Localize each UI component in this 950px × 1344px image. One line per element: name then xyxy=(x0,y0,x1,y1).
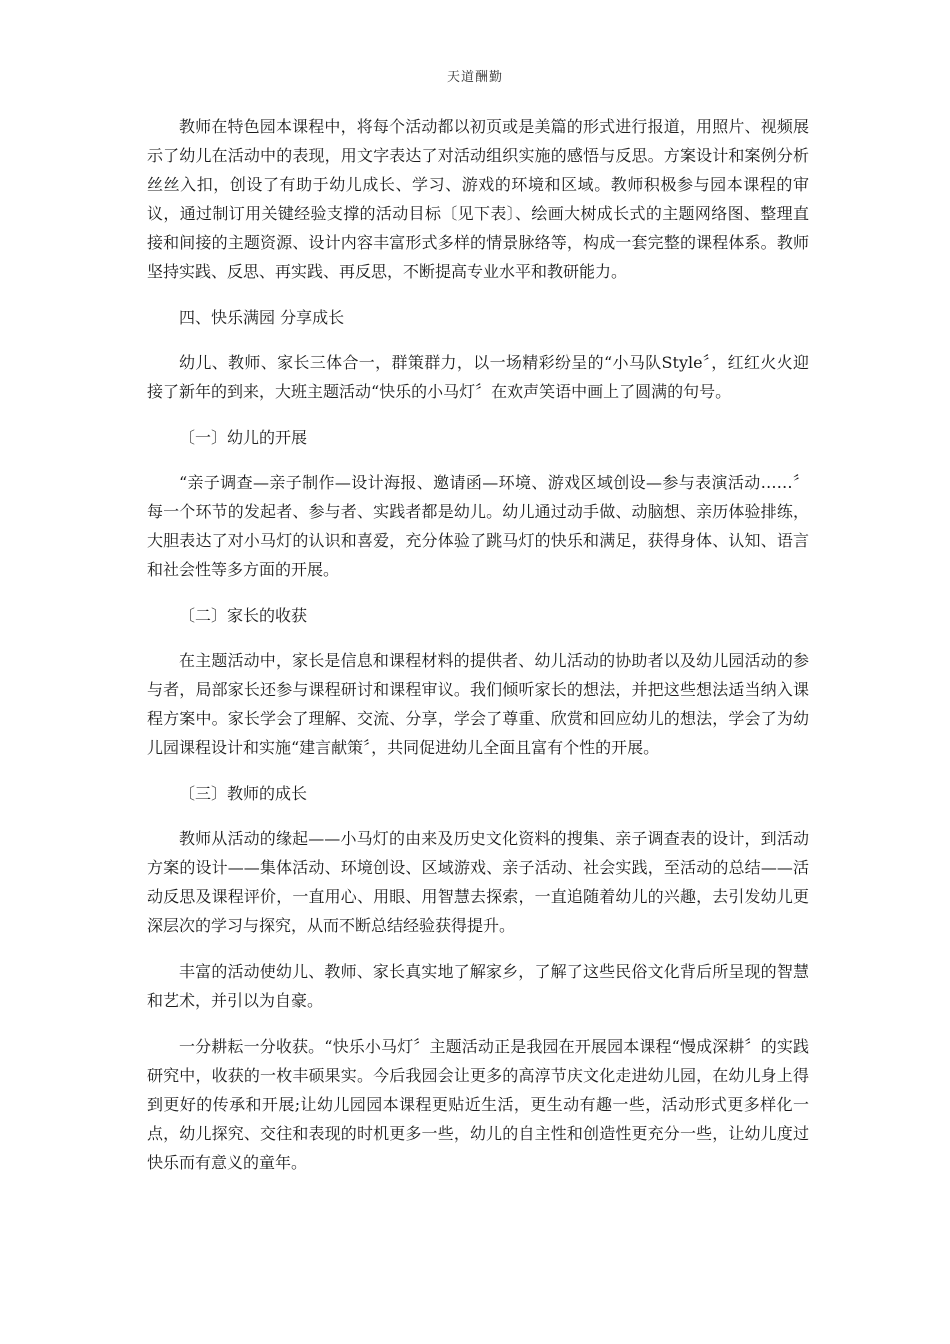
paragraph-children-development: “亲子调查—亲子制作—设计海报、邀请函—环境、游戏区域创设—参与表演活动……〞每一个环节的发起者、参与者、实践者都是幼儿。幼儿通过动手做、动脑想、亲历体验排练，大胆表达了对小马灯的认识和喜爱，充分体验了跳马灯的快乐和满足，获得身体、认知、语言和社会性等多方面的开展。 xyxy=(147,473,809,579)
section-heading-4: 四、快乐满园 分享成长 xyxy=(179,308,345,327)
paragraph-teacher-reports: 教师在特色园本课程中，将每个活动都以初页或是美篇的形式进行报道，用照片、视频展示了幼儿在活动中的表现，用文字表达了对活动组织实施的感悟与反思。方案设计和案例分析丝丝入扣，创设了有助于幼儿成长、学习、游戏的环境和区域。教师积极参与园本课程的审议，通过制订用关键经验支撑的活动目标〔见下表〕、绘画大树成长式的主题网络图、整理直接和间接的主题资源、设计内容丰富形式多样的情景脉络等，构成一套完整的课程体系。教师坚持实践、反思、再实践、再反思，不断提高专业水平和教研能力。 xyxy=(147,117,809,281)
subheading-parents: 〔二〕家长的收获 xyxy=(179,606,308,625)
paragraph-conclusion: 一分耕耘一分收获。“快乐小马灯〞主题活动正是我园在开展园本课程“慢成深耕〞的实践研究中，收获的一枚丰硕果实。今后我园会让更多的高淳节庆文化走进幼儿园，在幼儿身上得到更好的传承和开展;让幼儿园园本课程更贴近生活，更生动有趣一些，活动形式更多样化一点，幼儿探究、交往和表现的时机更多一些，幼儿的自主性和创造性更充分一些，让幼儿度过快乐而有意义的童年。 xyxy=(147,1037,809,1172)
subheading-teachers: 〔三〕教师的成长 xyxy=(179,784,308,803)
paragraph-culture: 丰富的活动使幼儿、教师、家长真实地了解家乡，了解了这些民俗文化背后所呈现的智慧和艺术，并引以为自豪。 xyxy=(147,962,809,1010)
paragraph-teacher-growth: 教师从活动的缘起——小马灯的由来及历史文化资料的搜集、亲子调查表的设计，到活动方案的设计——集体活动、环境创设、区域游戏、亲子活动、社会实践，至活动的总结——活动反思及课程评价，一直用心、用眼、用智慧去探索，一直追随着幼儿的兴趣，去引发幼儿更深层次的学习与探究，从而不断总结经验获得提升。 xyxy=(147,829,809,935)
paragraph-parents-gains: 在主题活动中，家长是信息和课程材料的提供者、幼儿活动的协助者以及幼儿园活动的参与者，局部家长还参与课程研讨和课程审议。我们倾听家长的想法，并把这些想法适当纳入课程方案中。家长学会了理解、交流、分享，学会了尊重、欣赏和回应幼儿的想法，学会了为幼儿园课程设计和实施“建言献策〞，共同促进幼儿全面且富有个性的开展。 xyxy=(147,651,809,757)
paragraph-new-year: 幼儿、教师、家长三体合一，群策群力，以一场精彩纷呈的“小马队Style〞，红红火火迎接了新年的到来，大班主题活动“快乐的小马灯〞在欢声笑语中画上了圆满的句号。 xyxy=(147,353,809,401)
page-header: 天道酬勤 xyxy=(446,70,503,85)
document-body xyxy=(147,112,809,1194)
subheading-children: 〔一〕幼儿的开展 xyxy=(179,428,308,447)
